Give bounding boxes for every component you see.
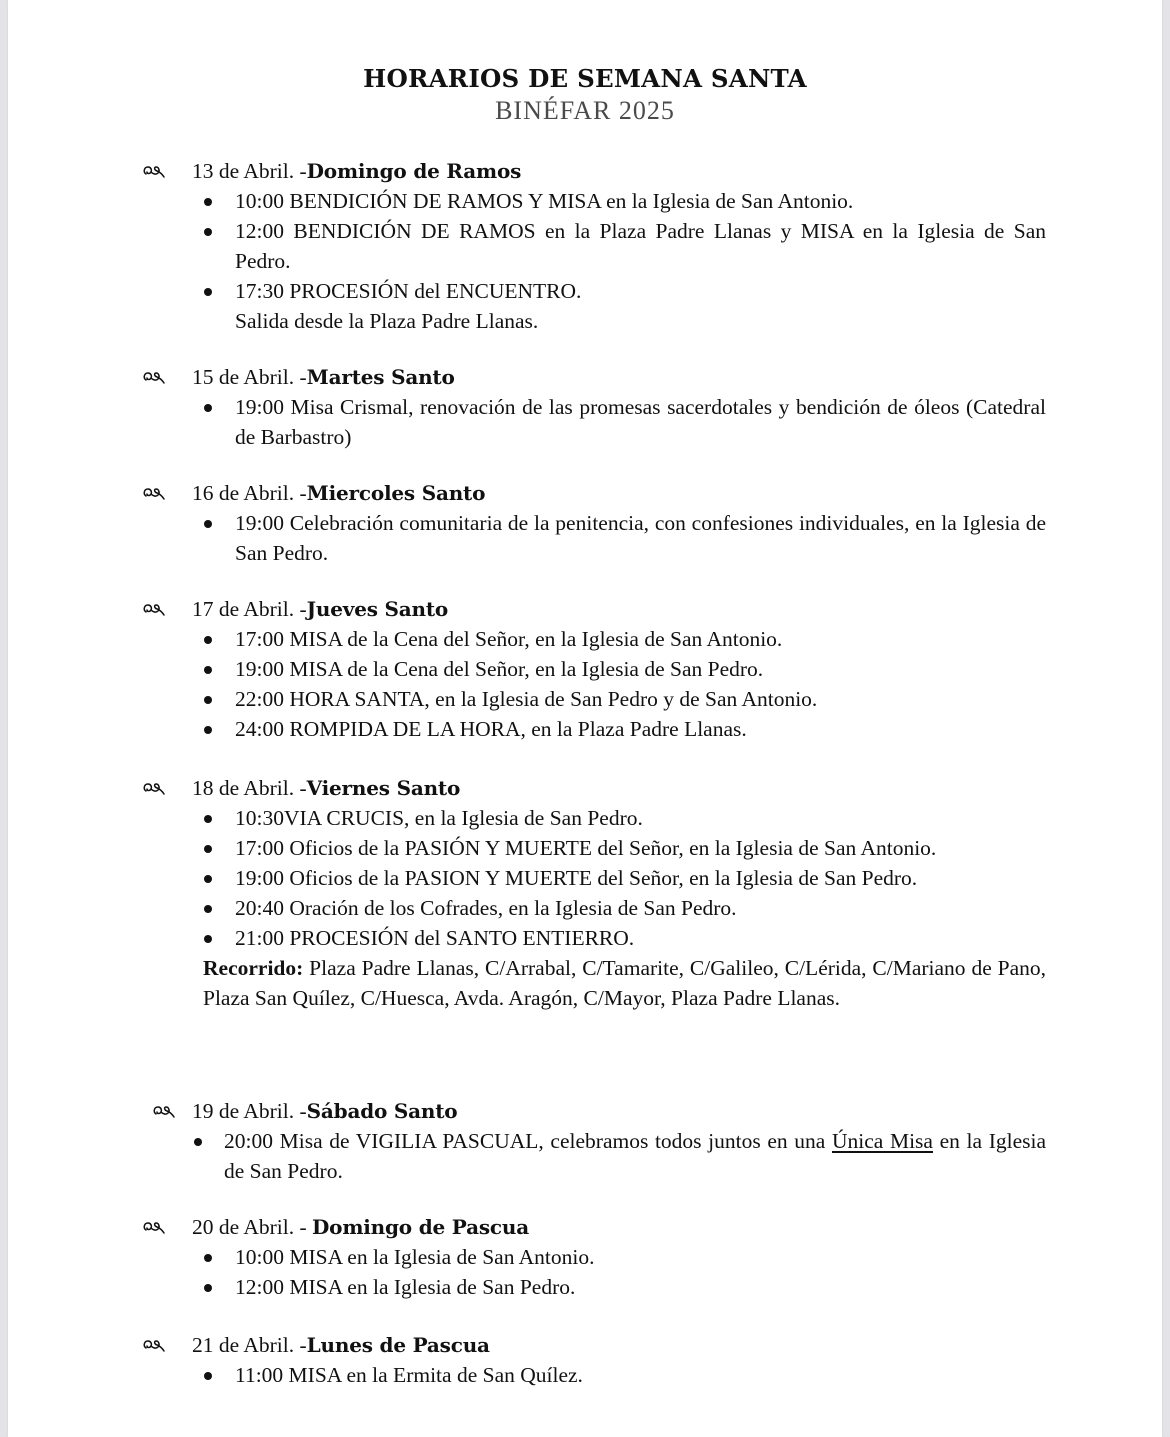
bullet-icon	[204, 666, 212, 674]
event-item: 10:00 MISA en la Iglesia de San Antonio.	[8, 1242, 1162, 1272]
event-item: 17:30 PROCESIÓN del ENCUENTRO.	[8, 276, 1162, 306]
event-item: 19:00 Celebración comunitaria de la penitencia, con confesiones individuales, en la Iglesia de San Pedro.	[8, 508, 1162, 568]
event-list	[8, 1360, 1162, 1390]
event-item: 22:00 HORA SANTA, en la Iglesia de San Pedro y de San Antonio.	[8, 684, 1162, 714]
bullet-icon	[204, 520, 212, 528]
bullet-icon	[204, 404, 212, 412]
flourish-icon	[142, 1219, 166, 1235]
bullet-icon	[204, 696, 212, 704]
day-date: 19 de Abril. -	[192, 1099, 307, 1123]
flourish-icon	[142, 485, 166, 501]
event-item: 10:00 BENDICIÓN DE RAMOS Y MISA en la Iglesia de San Antonio.	[8, 186, 1162, 216]
bullet-icon	[194, 1138, 202, 1146]
event-item: 21:00 PROCESIÓN del SANTO ENTIERRO.	[8, 923, 1162, 953]
flourish-icon	[142, 780, 166, 796]
day-header	[8, 773, 1162, 803]
day-date: 20 de Abril. -	[192, 1215, 313, 1239]
day-section-miercoles-santo	[8, 478, 1162, 568]
day-section-domingo-de-ramos	[8, 156, 1162, 336]
day-header	[8, 1096, 1162, 1126]
day-name: Lunes de Pascua	[306, 1333, 490, 1357]
day-name: Domingo de Ramos	[306, 159, 522, 183]
day-section-sabado-santo	[8, 1096, 1162, 1186]
day-header	[8, 594, 1162, 624]
event-item: 20:00 Misa de VIGILIA PASCUAL, celebramos todos juntos en una Única Misa en la Iglesia de San Pedro.	[8, 1126, 1162, 1186]
event-item: 17:00 Oficios de la PASIÓN Y MUERTE del Señor, en la Iglesia de San Antonio.	[8, 833, 1162, 863]
procession-route	[8, 953, 1162, 1013]
bullet-icon	[204, 288, 212, 296]
day-date: 21 de Abril. -	[192, 1333, 307, 1357]
day-name: Domingo de Pascua	[312, 1215, 529, 1239]
bullet-icon	[204, 636, 212, 644]
day-section-lunes-de-pascua	[8, 1330, 1162, 1390]
bullet-icon	[204, 935, 212, 943]
flourish-icon	[152, 1103, 176, 1119]
event-item: 17:00 MISA de la Cena del Señor, en la Iglesia de San Antonio.	[8, 624, 1162, 654]
day-header	[8, 156, 1162, 186]
bullet-icon	[204, 815, 212, 823]
bullet-icon	[204, 1284, 212, 1292]
bullet-icon	[204, 228, 212, 236]
bullet-icon	[204, 1254, 212, 1262]
day-section-domingo-de-pascua	[8, 1212, 1162, 1302]
event-item: 10:30VIA CRUCIS, en la Iglesia de San Pedro.	[8, 803, 1162, 833]
document-title: HORARIOS DE SEMANA SANTA	[363, 64, 807, 93]
day-header	[8, 362, 1162, 392]
event-list	[8, 1242, 1162, 1302]
day-name: Viernes Santo	[306, 776, 461, 800]
flourish-icon	[142, 369, 166, 385]
route-text: Plaza Padre Llanas, C/Arrabal, C/Tamarite, C/Galileo, C/Lérida, C/Mariano de Pano, Plaza San Quílez, C/Huesca, Avda. Aragón, C/Mayor, Plaza Padre Llanas.	[203, 956, 1046, 1010]
day-name: Jueves Santo	[306, 597, 449, 621]
event-list	[8, 186, 1162, 306]
flourish-icon	[142, 601, 166, 617]
event-item: 19:00 Misa Crismal, renovación de las promesas sacerdotales y bendición de óleos (Catedral de Barbastro)	[8, 392, 1162, 452]
event-item: 19:00 MISA de la Cena del Señor, en la Iglesia de San Pedro.	[8, 654, 1162, 684]
day-section-viernes-santo	[8, 773, 1162, 1013]
day-name: Sábado Santo	[306, 1099, 458, 1123]
day-date: 13 de Abril. -	[192, 159, 307, 183]
bullet-icon	[204, 875, 212, 883]
event-note: Salida desde la Plaza Padre Llanas.	[235, 309, 539, 333]
event-list	[8, 392, 1162, 452]
document-page	[8, 0, 1162, 1437]
bullet-icon	[204, 726, 212, 734]
event-list	[8, 508, 1162, 568]
day-section-jueves-santo	[8, 594, 1162, 744]
event-item: 19:00 Oficios de la PASION Y MUERTE del Señor, en la Iglesia de San Pedro.	[8, 863, 1162, 893]
document-subtitle: BINÉFAR 2025	[495, 96, 675, 125]
event-list	[8, 1126, 1162, 1186]
event-list	[8, 624, 1162, 744]
day-date: 17 de Abril. -	[192, 597, 307, 621]
event-item: 20:40 Oración de los Cofrades, en la Iglesia de San Pedro.	[8, 893, 1162, 923]
event-item: 11:00 MISA en la Ermita de San Quílez.	[8, 1360, 1162, 1390]
day-date: 15 de Abril. -	[192, 365, 307, 389]
bullet-icon	[204, 198, 212, 206]
underlined-text: Única Misa	[832, 1129, 933, 1153]
day-name: Martes Santo	[306, 365, 455, 389]
day-name: Miercoles Santo	[306, 481, 486, 505]
bullet-icon	[204, 845, 212, 853]
day-section-martes-santo	[8, 362, 1162, 452]
bullet-icon	[204, 1372, 212, 1380]
event-item: 12:00 MISA en la Iglesia de San Pedro.	[8, 1272, 1162, 1302]
route-label: Recorrido:	[203, 956, 304, 980]
day-header	[8, 1212, 1162, 1242]
flourish-icon	[142, 163, 166, 179]
event-item: 12:00 BENDICIÓN DE RAMOS en la Plaza Padre Llanas y MISA en la Iglesia de San Pedro.	[8, 216, 1162, 276]
event-item: 24:00 ROMPIDA DE LA HORA, en la Plaza Padre Llanas.	[8, 714, 1162, 744]
day-header	[8, 1330, 1162, 1360]
day-date: 18 de Abril. -	[192, 776, 307, 800]
day-date: 16 de Abril. -	[192, 481, 307, 505]
day-header	[8, 478, 1162, 508]
bullet-icon	[204, 905, 212, 913]
flourish-icon	[142, 1337, 166, 1353]
event-list	[8, 803, 1162, 953]
